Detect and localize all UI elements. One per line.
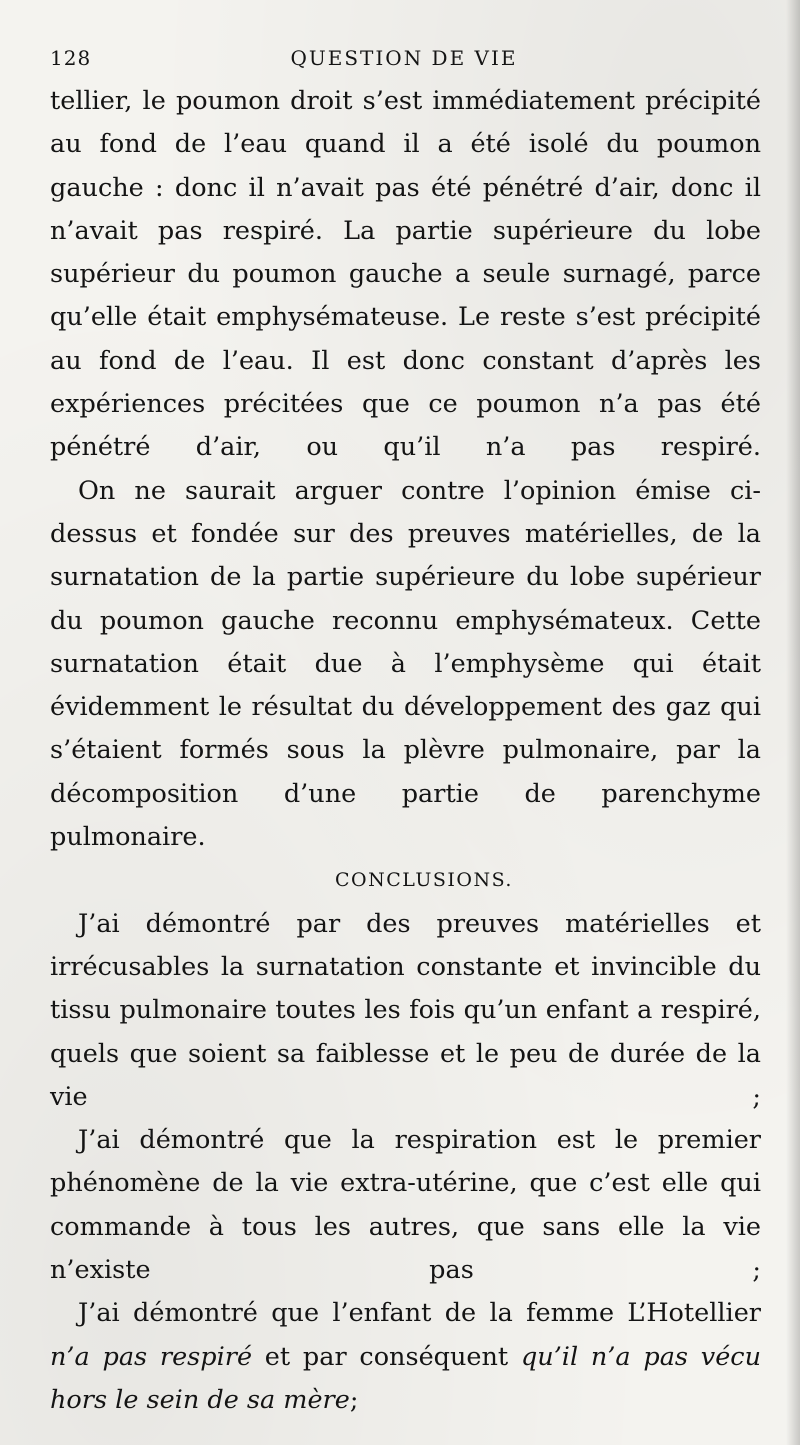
conclusion-3-italic-not-lived: qu’il n’a pas vécu hors le sein de sa mère [50, 1341, 762, 1415]
conclusion-3-italic-not-breathed: n’a pas respiré [50, 1341, 253, 1372]
running-title: QUESTION DE VIE [290, 46, 518, 70]
conclusion-3-lead: J’ai démontré que l’enfant de la femme L’Hotellier [78, 1298, 761, 1329]
body-text [50, 80, 762, 1422]
page-number: 128 [50, 46, 92, 70]
paragraph-continuation: tellier, le poumon droit s’est immédiatement précipité au fond de l’eau quand il a été isolé du poumon gauche : donc il n’avait pas été pénétré d’air, donc il n’avait pas respiré. La partie supérieure du lobe supérieur du poumon gauche a seule surnagé, parce qu’elle était emphysémateuse. Le reste s’est précipité au fond de l’eau. Il est donc constant d’après les expériences précitées que ce poumon n’a pas été pénétré d’air, ou qu’il n’a pas respiré. [50, 86, 761, 463]
conclusion-3-tail: ; [349, 1384, 359, 1415]
conclusion-item-1: J’ai démontré par des preuves matérielles et irrécusables la surnatation constante et invincible du tissu pulmonaire toutes les fois qu’un enfant a respiré, quels que soient sa faiblesse et le peu de durée de la vie ; [50, 908, 761, 1112]
page-edge-shadow [786, 0, 800, 1445]
conclusion-item-2: J’ai démontré que la respiration est le premier phénomène de la vie extra-utérine, que c’est elle qui commande à tous les autres, que sans elle la vie n’existe pas ; [50, 1125, 761, 1286]
running-header [50, 40, 758, 80]
paragraph-surnatation: On ne saurait arguer contre l’opinion émise ci-dessus et fondée sur des preuves matérielles, de la surnatation de la partie supérieure du lobe supérieur du poumon gauche reconnu emphysémateux. Cette surnatation était due à l’emphysème qui était évidemment le résultat du développement des gaz qui s’étaient formés sous la plèvre pulmonaire, par la décomposition d’une partie de parenchyme pulmonaire. [50, 475, 761, 853]
conclusion-item-3 [50, 1292, 761, 1422]
conclusion-3-middle: et par conséquent [252, 1341, 521, 1372]
section-heading-conclusions: CONCLUSIONS. [335, 869, 513, 892]
